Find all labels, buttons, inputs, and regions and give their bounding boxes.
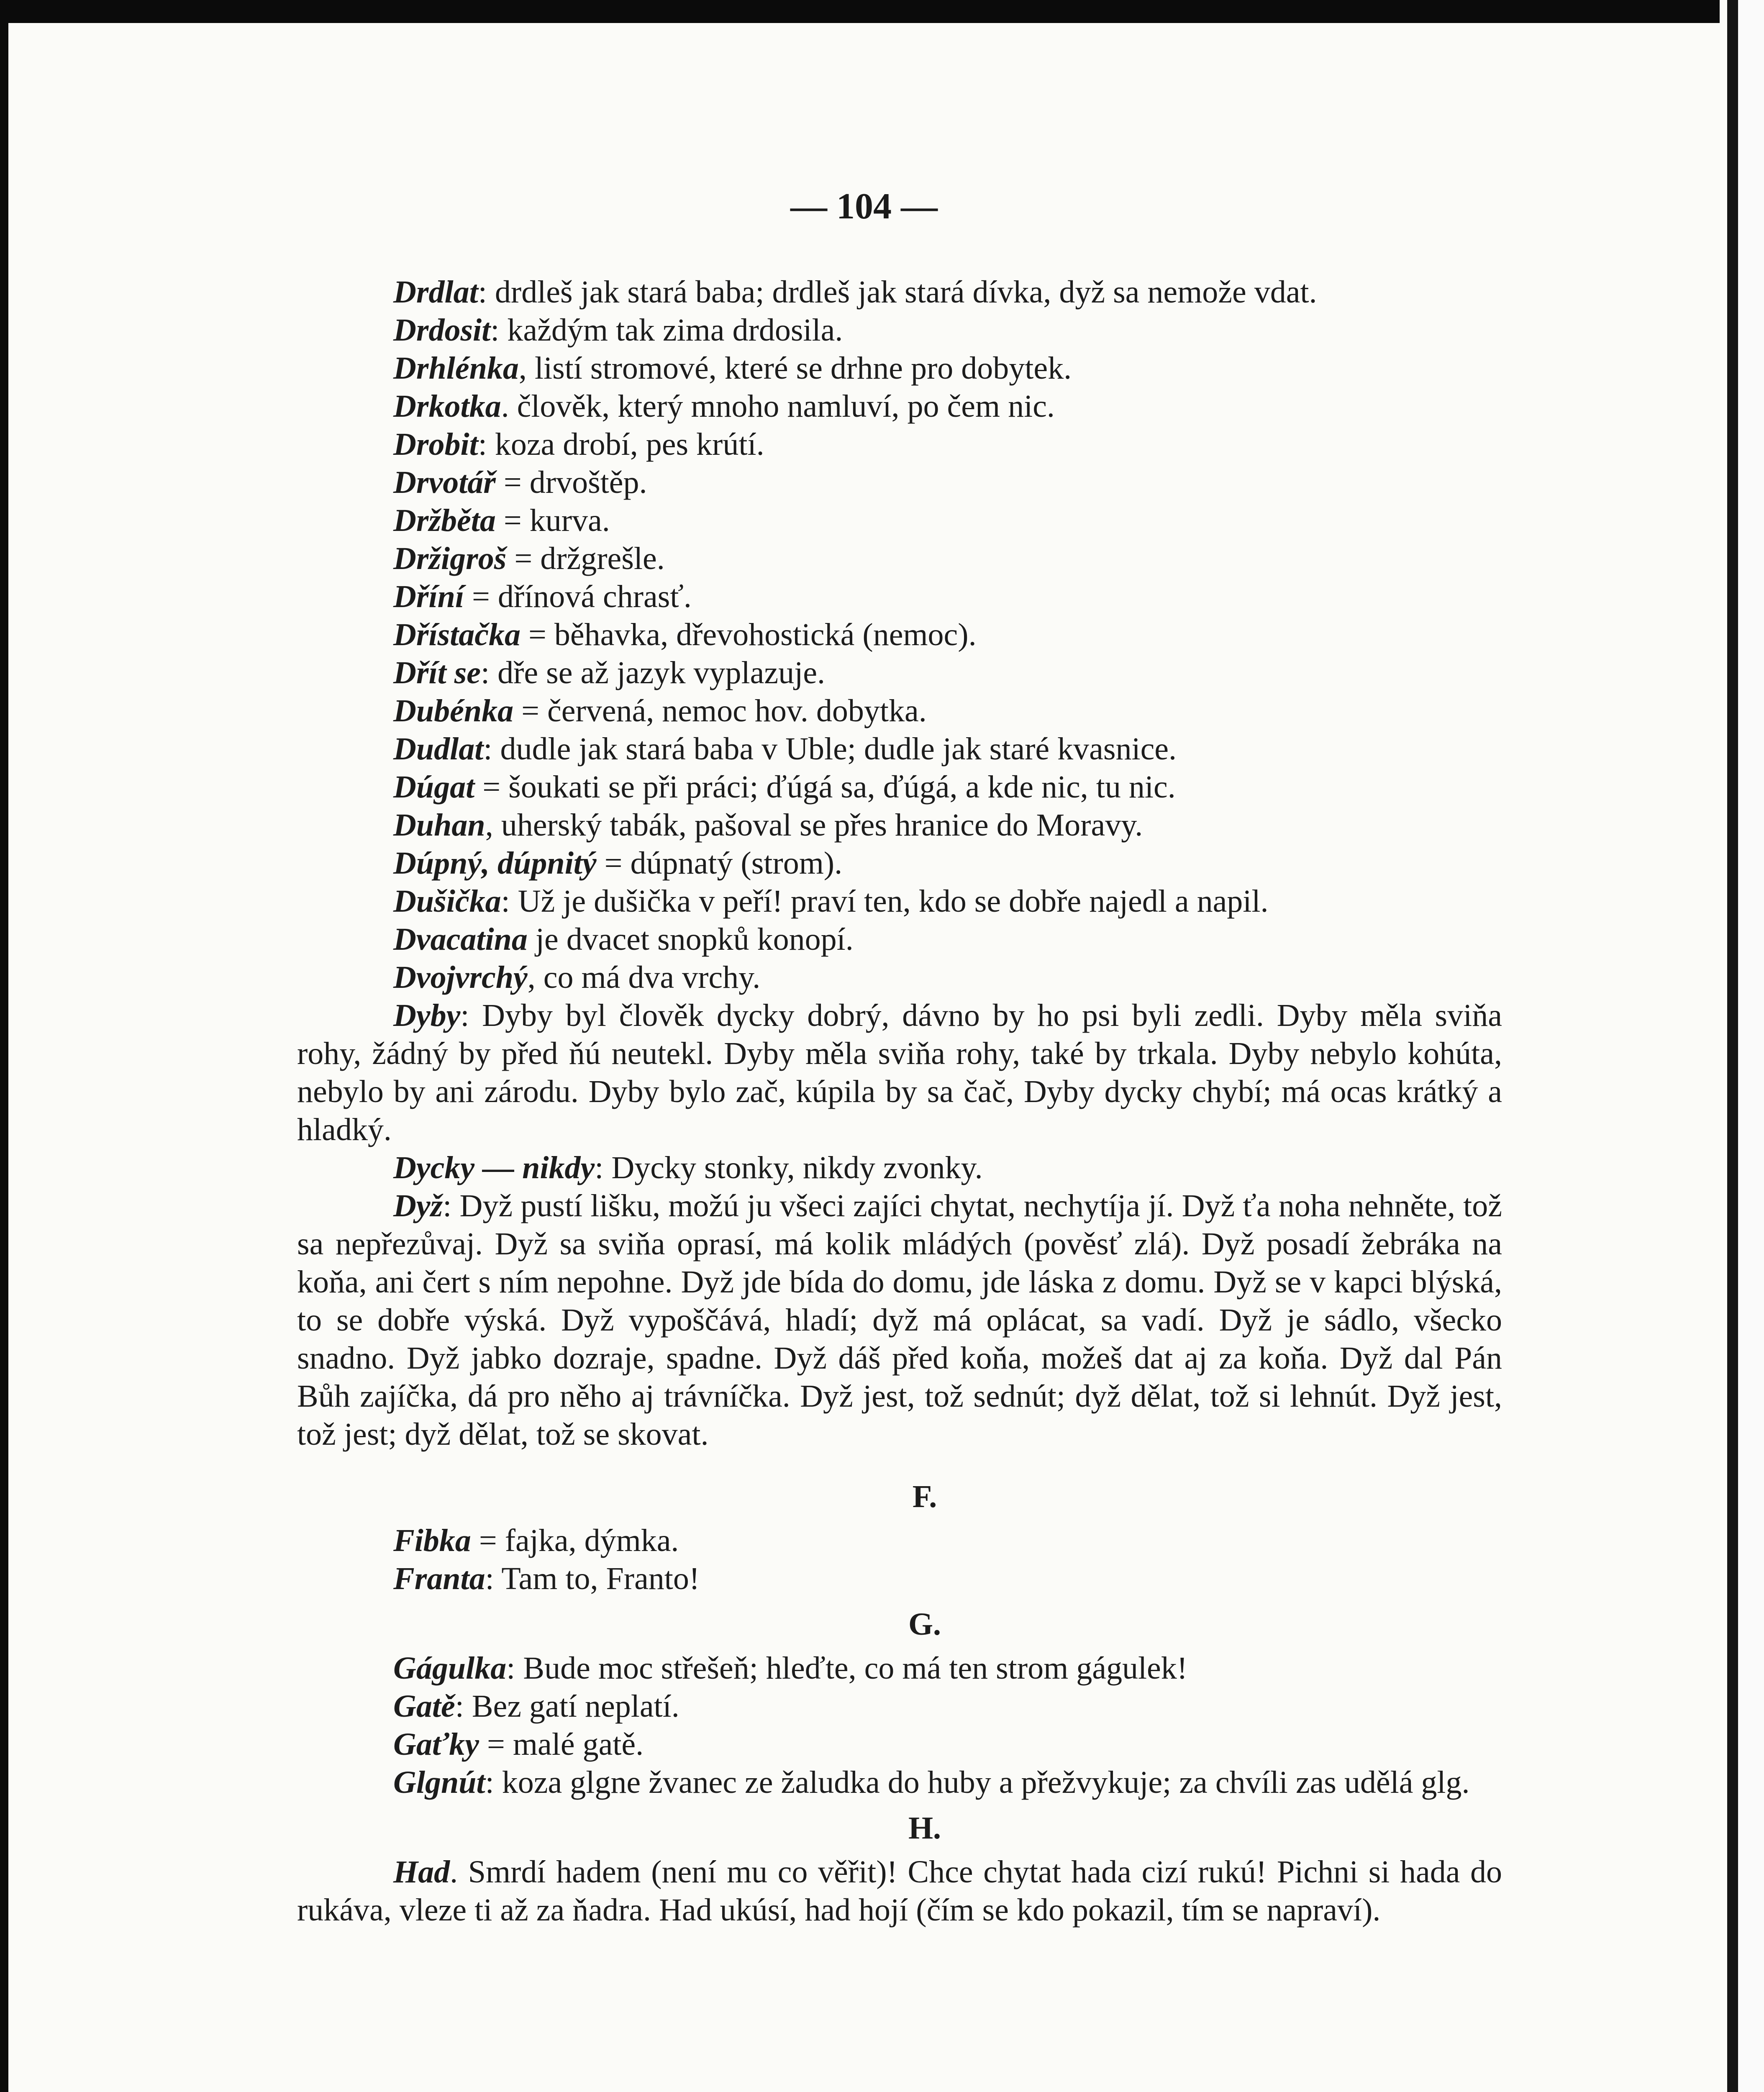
entry-headword: Dvacatina xyxy=(393,922,528,957)
entry-separator: , xyxy=(485,808,501,843)
entry-headword: Dudlat xyxy=(393,731,484,767)
entry-separator: = xyxy=(495,465,530,500)
entry-text: kurva. xyxy=(529,503,610,538)
entry-headword: Glgnút xyxy=(393,1765,485,1800)
entry-text: koza glgne žvanec ze žaludka do huby a přežvykuje; za chvíli zas udělá glg. xyxy=(502,1765,1470,1800)
section-g xyxy=(297,1605,1502,1802)
entry-headword: Gaťky xyxy=(393,1727,479,1762)
entry-headword: Dúpný, dúpnitý xyxy=(393,846,597,881)
entry-headword: Dyž xyxy=(393,1188,443,1223)
entry-separator: = xyxy=(513,693,548,728)
page-number: — 104 — xyxy=(790,186,938,227)
entry-headword: Fibka xyxy=(393,1523,471,1558)
book-page xyxy=(8,23,1720,2092)
entry-separator: = xyxy=(520,617,554,652)
entry-separator: . xyxy=(501,389,517,424)
entry-text: Smrdí hadem (není mu co věřit)! Chce chytat hada cizí rukú! Pichni si hada do rukáva, vleze ti až za ňadra. Had ukúsí, had hojí (čím se kdo pokazil, tím se napraví). xyxy=(297,1854,1502,1928)
entry xyxy=(297,502,1502,540)
entry-text: dúpnatý (strom). xyxy=(630,846,843,881)
entry-separator: : xyxy=(485,1765,502,1800)
entry xyxy=(297,540,1502,578)
entry xyxy=(297,1853,1502,1929)
entry xyxy=(297,920,1502,959)
entry xyxy=(297,1764,1502,1802)
entry-headword: Dřístačka xyxy=(393,617,520,652)
entry xyxy=(297,1649,1502,1687)
entry-headword: Drvotář xyxy=(393,465,496,500)
entry-separator: = xyxy=(596,846,631,881)
entry xyxy=(297,768,1502,806)
entry-separator: : xyxy=(460,998,482,1033)
entry-text: dřínová chrasť. xyxy=(497,579,692,614)
entry-separator: = xyxy=(464,579,498,614)
entry-text: Už je dušička v peří! praví ten, kdo se dobře najedl a napil. xyxy=(518,884,1269,919)
entry-separator: : xyxy=(478,427,495,462)
entry-separator: : xyxy=(455,1689,472,1724)
entry-text: dře se až jazyk vyplazuje. xyxy=(497,655,825,690)
entry-headword: Dycky — nikdy xyxy=(393,1150,595,1185)
entry-text: fajka, dýmka. xyxy=(505,1523,679,1558)
entry-separator: , xyxy=(518,351,535,386)
scan-edge xyxy=(1720,0,1764,2092)
section-d xyxy=(297,273,1502,1454)
entry xyxy=(297,273,1502,311)
entry-headword: Drdosit xyxy=(393,313,491,348)
entry-separator: = xyxy=(506,541,541,576)
entry xyxy=(297,426,1502,464)
entry-text: drdleš jak stará baba; drdleš jak stará dívka, dyž sa nemože vdat. xyxy=(495,274,1317,310)
entry-headword: Gágulka xyxy=(393,1651,507,1686)
entry-headword: Had xyxy=(393,1854,450,1889)
entry-headword: Dřít se xyxy=(393,655,481,690)
entry-separator: : xyxy=(501,884,518,919)
entry-separator: : xyxy=(506,1651,523,1686)
entry-text: člověk, který mnoho namluví, po čem nic. xyxy=(517,389,1055,424)
entry-headword: Držběta xyxy=(393,503,496,538)
entry-headword: Drobit xyxy=(393,427,478,462)
entry-separator: : xyxy=(595,1150,612,1185)
entry-text: malé gatě. xyxy=(513,1727,644,1762)
entry xyxy=(297,654,1502,692)
entry-separator: : xyxy=(483,731,500,767)
entry-text: Dycky stonky, nikdy zvonky. xyxy=(611,1150,983,1185)
entry-text: červená, nemoc hov. dobytka. xyxy=(547,693,927,728)
section-letter: H. xyxy=(908,1810,941,1846)
entry xyxy=(297,616,1502,654)
entry-headword: Dyby xyxy=(393,998,461,1033)
dictionary-entries xyxy=(297,273,1502,1929)
entry xyxy=(297,997,1502,1149)
entry-headword: Dvojvrchý xyxy=(393,960,528,995)
entry-text: šoukati se při práci; ďúgá sa, ďúgá, a kde nic, tu nic. xyxy=(508,769,1176,805)
entry xyxy=(297,1187,1502,1454)
entry xyxy=(297,692,1502,730)
entry-separator: . xyxy=(450,1854,468,1889)
entry-text: dudle jak stará baba v Uble; dudle jak staré kvasnice. xyxy=(500,731,1177,767)
entry-headword: Drdlat xyxy=(393,274,478,310)
entry-separator: : xyxy=(443,1188,460,1223)
section-f xyxy=(297,1478,1502,1598)
entry-separator: , xyxy=(527,960,544,995)
entry-text: koza drobí, pes krútí. xyxy=(495,427,764,462)
entry-headword: Dúgat xyxy=(393,769,475,805)
entry xyxy=(297,349,1502,387)
entry-text: každým tak zima drdosila. xyxy=(507,313,843,348)
entry xyxy=(297,882,1502,920)
entry-text: Bez gatí neplatí. xyxy=(472,1689,679,1724)
entry xyxy=(297,1522,1502,1560)
entry-separator: : xyxy=(481,655,498,690)
entry-headword: Držigroš xyxy=(393,541,507,576)
section-letter: G. xyxy=(908,1607,941,1642)
entry-headword: Dubénka xyxy=(393,693,514,728)
entry-text: držgrešle. xyxy=(540,541,665,576)
entry-headword: Duhan xyxy=(393,808,485,843)
entry-text: Tam to, Franto! xyxy=(501,1561,700,1596)
section-letter: F. xyxy=(912,1479,937,1514)
entry-separator: = xyxy=(474,769,509,805)
entry-text: běhavka, dřevohostická (nemoc). xyxy=(554,617,977,652)
entry-text: Dyž pustí lišku, možú ju všeci zajíci chytat, nechytíja jí. Dyž ťa noha nehněte, tož sa nepřezůvaj. Dyž sa sviňa oprasí, má kolik mládých (pověsť zlá). Dyž posadí žebráka na koňa, ani čert s ním nepohne. Dyž jde bída do domu, jde láska z domu. Dyž se v kapci blýská, to se dobře výská. Dyž vypoščává, hladí; dyž má oplácat, sa vadí. Dyž je sádlo, všecko snadno. Dyž jabko dozraje, spadne. Dyž dáš před koňa, možeš dat aj za koňa. Dyž dal Pán Bůh zajíčka, dá pro něho aj trávníčka. Dyž jest, tož sednút; dyž dělat, tož si lehnút. Dyž jest, tož jest; dyž dělat, tož se skovat. xyxy=(297,1188,1502,1452)
entry xyxy=(297,730,1502,768)
entry-headword: Drkotka xyxy=(393,389,501,424)
entry xyxy=(297,1687,1502,1725)
entry-text: uherský tabák, pašoval se přes hranice do Moravy. xyxy=(501,808,1143,843)
entry-separator: : xyxy=(478,274,495,310)
entry-separator: : xyxy=(485,1561,502,1596)
entry-text: Dyby byl člověk dycky dobrý, dávno by ho psi byli zedli. Dyby měla sviňa rohy, žádný by před ňú neutekl. Dyby měla sviňa rohy, také by trkala. Dyby nebylo kohúta, nebylo by ani zárodu. Dyby bylo zač, kúpila by sa čač, Dyby dycky chybí; má ocas krátký a hladký. xyxy=(297,998,1502,1147)
entry xyxy=(297,959,1502,997)
entry xyxy=(297,387,1502,426)
entry xyxy=(297,844,1502,882)
entry-headword: Dušička xyxy=(393,884,501,919)
entry xyxy=(297,1725,1502,1764)
entry-headword: Dříní xyxy=(393,579,464,614)
entry xyxy=(297,806,1502,844)
entry xyxy=(297,1149,1502,1187)
entry-text: co má dva vrchy. xyxy=(543,960,761,995)
entry xyxy=(297,464,1502,502)
entry-text: listí stromové, které se drhne pro dobytek. xyxy=(534,351,1072,386)
entry xyxy=(297,311,1502,349)
entry-headword: Gatě xyxy=(393,1689,455,1724)
section-h xyxy=(297,1809,1502,1929)
entry-headword: Drhlénka xyxy=(393,351,519,386)
entry-text: drvoštěp. xyxy=(529,465,647,500)
entry-separator: = xyxy=(479,1727,513,1762)
entry-text: je dvacet snopků konopí. xyxy=(535,922,854,957)
entry-separator: = xyxy=(495,503,530,538)
entry xyxy=(297,1560,1502,1598)
entry-text: Bude moc střešeň; hleďte, co má ten strom gágulek! xyxy=(523,1651,1188,1686)
entry xyxy=(297,578,1502,616)
entry-headword: Franta xyxy=(393,1561,485,1596)
entry-separator xyxy=(528,922,536,957)
entry-separator: : xyxy=(490,313,508,348)
entry-separator: = xyxy=(471,1523,505,1558)
